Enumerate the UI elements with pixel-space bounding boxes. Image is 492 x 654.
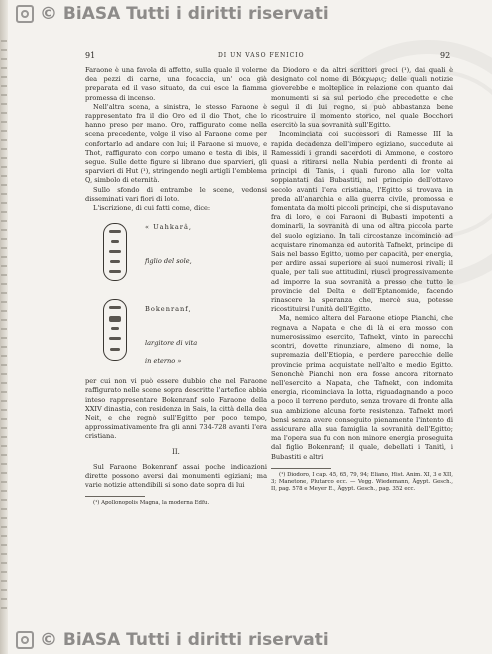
book-binding-edge — [0, 0, 8, 654]
footnote: (¹) Diodoro, I cap. 45, 65, 79, 94; Eliano, Hist. Anim. XI, 3 e XII, 3; Manetone, Plutarco ecc. — Vegg. Wiedemann, Ägypt. Gesch., II, pag. 578 e Meyer E., Ägypt. Gesch., pag. 352 ecc. — [271, 471, 453, 492]
inscription-line: figlio del sole, — [145, 257, 192, 266]
paragraph: da Diodoro e da altri scrittori greci (¹), dai quali è designato col nome di Βόκχωρις; delle quali notizie gioverebbe e molteplice in relazione con quanto dai monumenti si sa sul periodo che precedette e che seguì il di lui regno, si può abbastanza bene ricostruire il momento storico, nel quale Bocchori esercitò la sua sovranità sull'Egitto. — [271, 66, 453, 130]
page-number-right: 92 — [440, 51, 451, 60]
running-title: DI UN VASO FENICIO — [218, 52, 305, 59]
paragraph: Ma, nemico altera del Faraone etiope Pianchi, che regnava a Napata e che di là ei era mosso con numerosissimo esercito, Tafnekt, vinto in parecchi scontri, dovette rinunziare, almeno di nome, la supremazia dell'Etiopia, e perdere parecchie delle provincie prima acquistate nell'alto e medio Egitto. Senonchè Pianchi non era fosse ancora ritornato nell'esercito a Napata, che Tafnekt, con indomita energia, ricominciava la lotta, riguadagnando a poco a poco il terreno perduto, senza trovare di fronte alla sua ambizione alcuna forte resistenza. Tafnekt morì bensì senza avere conseguito pienamente l'intento di assicurare alla sua famiglia la sovranità dell'Egitto; ma l'opera sua fu con non minore energia proseguita dal figlio Bokenranf; il quale, debellati i Tanitì, i Bubastiti e altri — [271, 314, 453, 461]
inscription-line: largitore di vita — [145, 339, 198, 348]
watermark-text: © BiASA Tutti i diritti riservati — [40, 630, 329, 650]
inscription-line: « Uahkarâ, — [145, 223, 192, 232]
paragraph: Sul Faraone Bokenranf assai poche indicazioni dirette possono aversi dai monumenti egiziani; ma varie notizie attendibili si sono date sopra di lui — [85, 462, 267, 490]
paragraph: Faraone è una favola di affetto, sulla quale il volerne dea pezzi di carne, una focaccia, un' oca già preparata ed il vaso situato, da cui esce la fiamma promessa di incenso. — [85, 66, 267, 102]
watermark-banner-top — [0, 0, 492, 28]
biasa-logo-icon — [16, 631, 34, 649]
inscription-line: in eterno » — [145, 357, 182, 366]
watermark-banner-bottom — [0, 626, 492, 654]
footnote-rule — [85, 496, 145, 497]
watermark-text: © BiASA Tutti i diritti riservati — [40, 4, 329, 24]
footnote: (¹) Apollonopolis Magna, la moderna Edfu. — [93, 500, 210, 507]
page-number-left: 91 — [85, 51, 96, 60]
paragraph: Nell'altra scena, a sinistra, le stesso Faraone è rappresentato fra il dio Oro ed il dio Thot, che lo hanno preso per mano. Oro, raffigurato come nella scena precedente, volge il viso al Faraone come per confortarlo ad andare con lui; il Faraone si muove, e Thot, raffigurato con corpo umano e testa di ibis, il segue. Sulle dette figure si librano due sparvieri, gli sparvieri di Hut (¹), stringendo negli artigli l'emblema Q, simbolo di eternità. — [85, 102, 267, 185]
inscription-line: Bokenranf, — [145, 305, 192, 314]
paragraph: per cui non vi può essere dubbio che nel Faraone raffigurato nelle scene sopra descritte l'artefice abbia inteso rappresentare Bokenranf solo Faraone della XXIV dinastia, con residenza in Sais, la città della dea Neit, e che regnò sull'Egitto per poco tempo, approssimativamente fra gli anni 734-728 avanti l'era cristiana. — [85, 377, 267, 441]
section-number: II. — [172, 447, 180, 456]
right-column — [271, 66, 453, 493]
footnote-rule — [271, 468, 331, 469]
cartouche-icon — [103, 223, 127, 281]
paragraph: L'iscrizione, di cui fatti come, dice: — [93, 204, 211, 213]
hieroglyphic-inscription — [85, 217, 267, 375]
biasa-logo-icon — [16, 5, 34, 23]
paragraph: Incominciata coi successori di Ramesse III la rapida decadenza dell'impero egiziano, succedute ai Ramessidi i grandi sacerdoti di Ammone, e costoro quasi a ritirarsi nella Nubia perdenti di fronte ai principi di Tanis, i quali furono alla lor volta soppiantati dai Bubastiti, nel principio dell'ottavo secolo avanti l'era cristiana, l'Egitto si trovava in preda all'anarchia e alla guerra civile, promossa e fomentata da molti piccoli principi, che si disputavano fra di loro, e coi Faraoni di Bubasti impotenti a dominarli, la sovranità di una od altra piccola parte del suolo egiziano. In tali circostanze incominciò ad acquistare rinomanza ed autorità Tafnekt, principe di Sais nel basso Egitto, uomo per capacità, per energia, per ardire assai superiore ai suoi numerosi rivali; il quale, per tali sue attitudini, riuscì progressivamente ad imporre la sua sovranità a presso che tutto le provincie del Delta e dell'Eptanomide, facendo rinascere la speranza che, mercè sua, potesse ricostituirsi l'unità dell'Egitto. — [271, 130, 453, 314]
cartouche-icon — [103, 299, 127, 361]
left-column — [85, 66, 267, 507]
paragraph: Sullo sfondo di entrambe le scene, vedonsi disseminati vari fiori di loto. — [85, 185, 267, 203]
page-header — [0, 51, 492, 65]
